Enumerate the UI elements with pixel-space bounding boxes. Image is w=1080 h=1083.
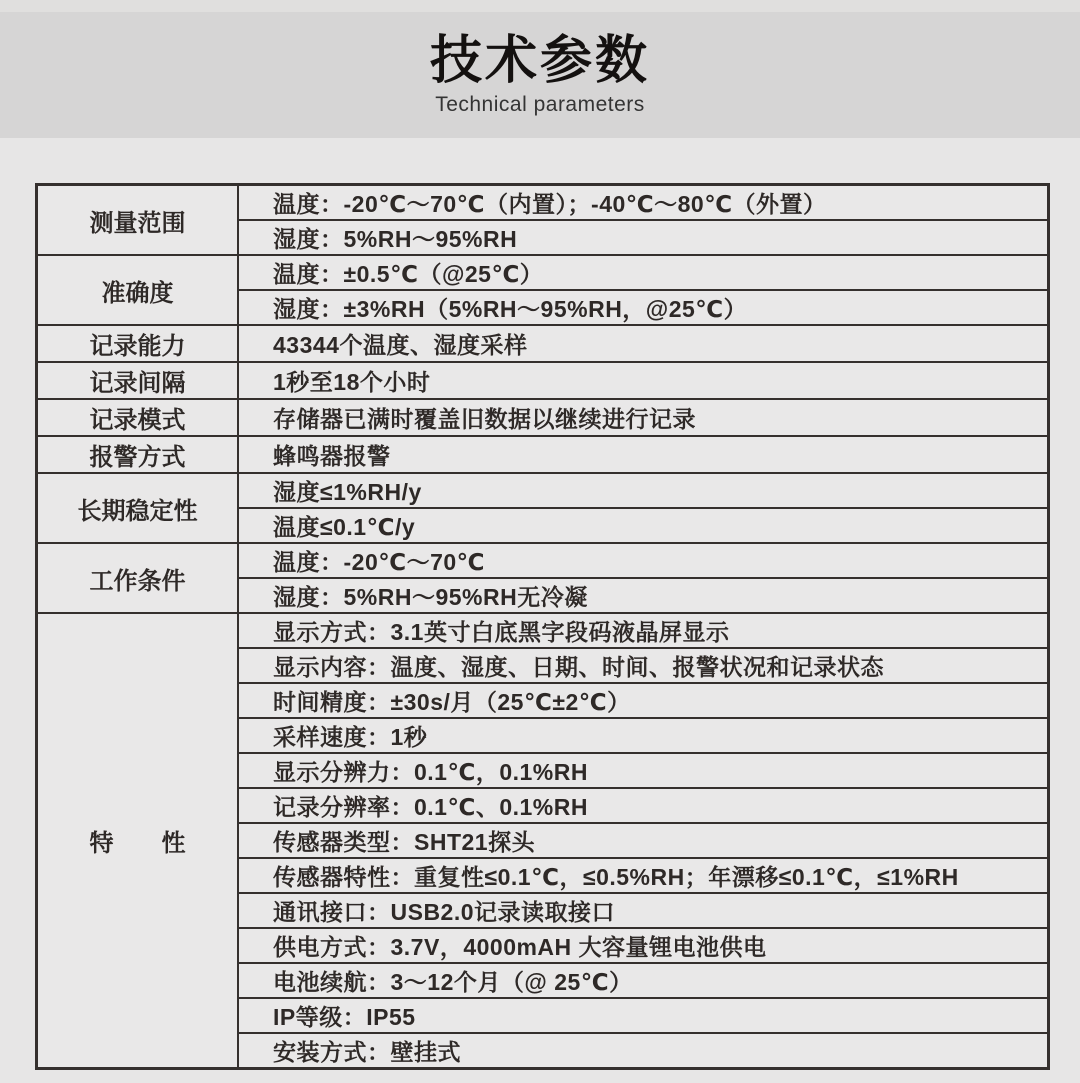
table-row: [37, 399, 1049, 436]
row-value: 湿度：±3%RH（5%RH～95%RH，@25℃）: [238, 290, 1049, 325]
row-value: 时间精度：±30s/月（25℃±2℃）: [238, 683, 1049, 718]
top-strip: [0, 0, 1080, 12]
table-row: [37, 436, 1049, 473]
table-row: [37, 543, 1049, 578]
row-value: 温度：-20℃～70℃: [238, 543, 1049, 578]
row-label-record-interval: 记录间隔: [37, 362, 239, 399]
row-label-record-mode: 记录模式: [37, 399, 239, 436]
row-value: 传感器类型：SHT21探头: [238, 823, 1049, 858]
row-label-record-capacity: 记录能力: [37, 325, 239, 362]
page-header: [0, 12, 1080, 138]
spec-table-container: [35, 183, 1080, 1070]
table-row: [37, 255, 1049, 290]
table-row: [37, 362, 1049, 399]
row-value: 湿度：5%RH～95%RH: [238, 220, 1049, 255]
row-label-working-conditions: 工作条件: [37, 543, 239, 613]
page-title: 技术参数: [429, 32, 650, 91]
row-value: 温度≤0.1℃/y: [238, 508, 1049, 543]
row-value: 温度：±0.5℃（@25℃）: [238, 255, 1049, 290]
row-value: 传感器特性：重复性≤0.1℃，≤0.5%RH；年漂移≤0.1℃，≤1%RH: [238, 858, 1049, 893]
row-label-long-term-stability: 长期稳定性: [37, 473, 239, 543]
row-value: 采样速度：1秒: [238, 718, 1049, 753]
row-value: 安装方式：壁挂式: [238, 1033, 1049, 1069]
page-subtitle: Technical parameters: [435, 92, 645, 116]
row-value: 供电方式：3.7V，4000mAH 大容量锂电池供电: [238, 928, 1049, 963]
row-value: 温度：-20℃～70℃（内置）；-40℃～80℃（外置）: [238, 185, 1049, 221]
row-value: IP等级：IP55: [238, 998, 1049, 1033]
spec-table: [35, 183, 1050, 1070]
row-value: 电池续航：3～12个月（@ 25℃）: [238, 963, 1049, 998]
row-value: 存储器已满时覆盖旧数据以继续进行记录: [238, 399, 1049, 436]
row-value: 显示分辨力：0.1℃，0.1%RH: [238, 753, 1049, 788]
row-value: 显示内容：温度、湿度、日期、时间、报警状况和记录状态: [238, 648, 1049, 683]
table-row: [37, 325, 1049, 362]
table-row: [37, 473, 1049, 508]
row-value: 43344个温度、湿度采样: [238, 325, 1049, 362]
row-label-measurement-range: 测量范围: [37, 185, 239, 256]
row-value: 1秒至18个小时: [238, 362, 1049, 399]
row-label-alarm-mode: 报警方式: [37, 436, 239, 473]
row-value: 显示方式：3.1英寸白底黑字段码液晶屏显示: [238, 613, 1049, 648]
row-value: 蜂鸣器报警: [238, 436, 1049, 473]
table-row: [37, 185, 1049, 221]
table-row: [37, 613, 1049, 648]
row-value: 通讯接口：USB2.0记录读取接口: [238, 893, 1049, 928]
row-label-accuracy: 准确度: [37, 255, 239, 325]
row-value: 湿度：5%RH～95%RH无冷凝: [238, 578, 1049, 613]
row-value: 记录分辨率：0.1℃、0.1%RH: [238, 788, 1049, 823]
row-value: 湿度≤1%RH/y: [238, 473, 1049, 508]
row-label-features: 特 性: [37, 613, 239, 1069]
